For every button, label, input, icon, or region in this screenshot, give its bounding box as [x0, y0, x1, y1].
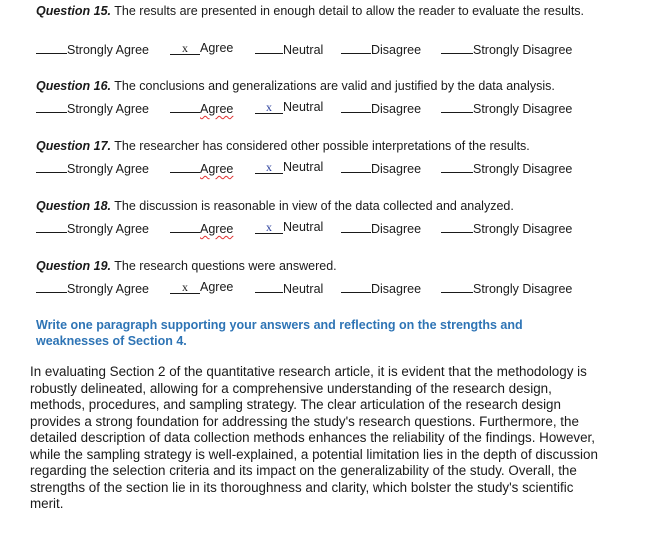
question-body: The research questions were answered.: [111, 259, 337, 273]
option-agree[interactable]: Agree: [170, 220, 233, 236]
option-neutral[interactable]: x Neutral: [255, 160, 323, 174]
question-body: The discussion is reasonable in view of the data collected and analyzed.: [111, 199, 514, 213]
option-agree[interactable]: Agree: [170, 160, 233, 176]
reflection-prompt: Write one paragraph supporting your answers and reflecting on the strengths and weaknesses of Section 4.: [36, 318, 523, 348]
question-text: [36, 138, 616, 154]
option-neutral[interactable]: Neutral: [255, 41, 323, 57]
checkmark-x: x: [170, 42, 200, 55]
question-15: [36, 3, 616, 19]
question-number: Question 17.: [36, 139, 112, 153]
question-16: [36, 78, 616, 94]
question-18: [36, 198, 616, 214]
option-agree[interactable]: x Agree: [170, 41, 233, 55]
question-number: Question 16.: [36, 79, 112, 93]
question-body: The results are presented in enough detail to allow the reader to evaluate the results.: [111, 4, 585, 18]
question-number: Question 19.: [36, 259, 112, 273]
option-strongly-agree[interactable]: Strongly Agree: [36, 100, 149, 116]
option-strongly-disagree[interactable]: Strongly Disagree: [441, 220, 572, 236]
option-disagree[interactable]: Disagree: [341, 280, 421, 296]
question-text: [36, 3, 616, 19]
option-disagree[interactable]: Disagree: [341, 100, 421, 116]
checkmark-x: x: [255, 221, 283, 234]
option-neutral[interactable]: x Neutral: [255, 100, 323, 114]
option-strongly-disagree[interactable]: Strongly Disagree: [441, 280, 572, 296]
question-number: Question 15.: [36, 4, 112, 18]
option-disagree[interactable]: Disagree: [341, 41, 421, 57]
checkmark-x: x: [255, 161, 283, 174]
question-body: The conclusions and generalizations are valid and justified by the data analysis.: [111, 79, 555, 93]
option-neutral[interactable]: Neutral: [255, 280, 323, 296]
question-number: Question 18.: [36, 199, 112, 213]
option-strongly-disagree[interactable]: Strongly Disagree: [441, 41, 572, 57]
question-17: [36, 138, 616, 154]
option-strongly-disagree[interactable]: Strongly Disagree: [441, 160, 572, 176]
question-text: [36, 198, 616, 214]
option-strongly-agree[interactable]: Strongly Agree: [36, 280, 149, 296]
option-agree[interactable]: Agree: [170, 100, 233, 116]
checkmark-x: x: [170, 281, 200, 294]
option-disagree[interactable]: Disagree: [341, 160, 421, 176]
option-neutral[interactable]: x Neutral: [255, 220, 323, 234]
question-text: [36, 258, 616, 274]
option-strongly-agree[interactable]: Strongly Agree: [36, 160, 149, 176]
option-agree[interactable]: x Agree: [170, 280, 233, 294]
reflection-paragraph: In evaluating Section 2 of the quantitative research article, it is evident that the methodology is robustly delineated, allowing for a comprehensive understanding of the research design, methods, procedures, and sampling strategy. The clear articulation of the research design provides a strong foundation for addressing the study's research questions. Furthermore, the detailed description of data collection methods enhances the reliability of the findings. However, while the sampling strategy is well-explained, a potential limitation lies in the depth of discussion regarding the selection criteria and its impact on the generalizability of the study. Overall, the strengths of the section lie in its thoroughness and clarity, which bolster the study's scientific merit.: [30, 364, 598, 511]
checkmark-x: x: [255, 101, 283, 114]
option-strongly-disagree[interactable]: Strongly Disagree: [441, 100, 572, 116]
question-text: [36, 78, 616, 94]
option-strongly-agree[interactable]: Strongly Agree: [36, 220, 149, 236]
option-disagree[interactable]: Disagree: [341, 220, 421, 236]
option-strongly-agree[interactable]: Strongly Agree: [36, 41, 149, 57]
question-19: [36, 258, 616, 274]
question-body: The researcher has considered other possible interpretations of the results.: [111, 139, 530, 153]
